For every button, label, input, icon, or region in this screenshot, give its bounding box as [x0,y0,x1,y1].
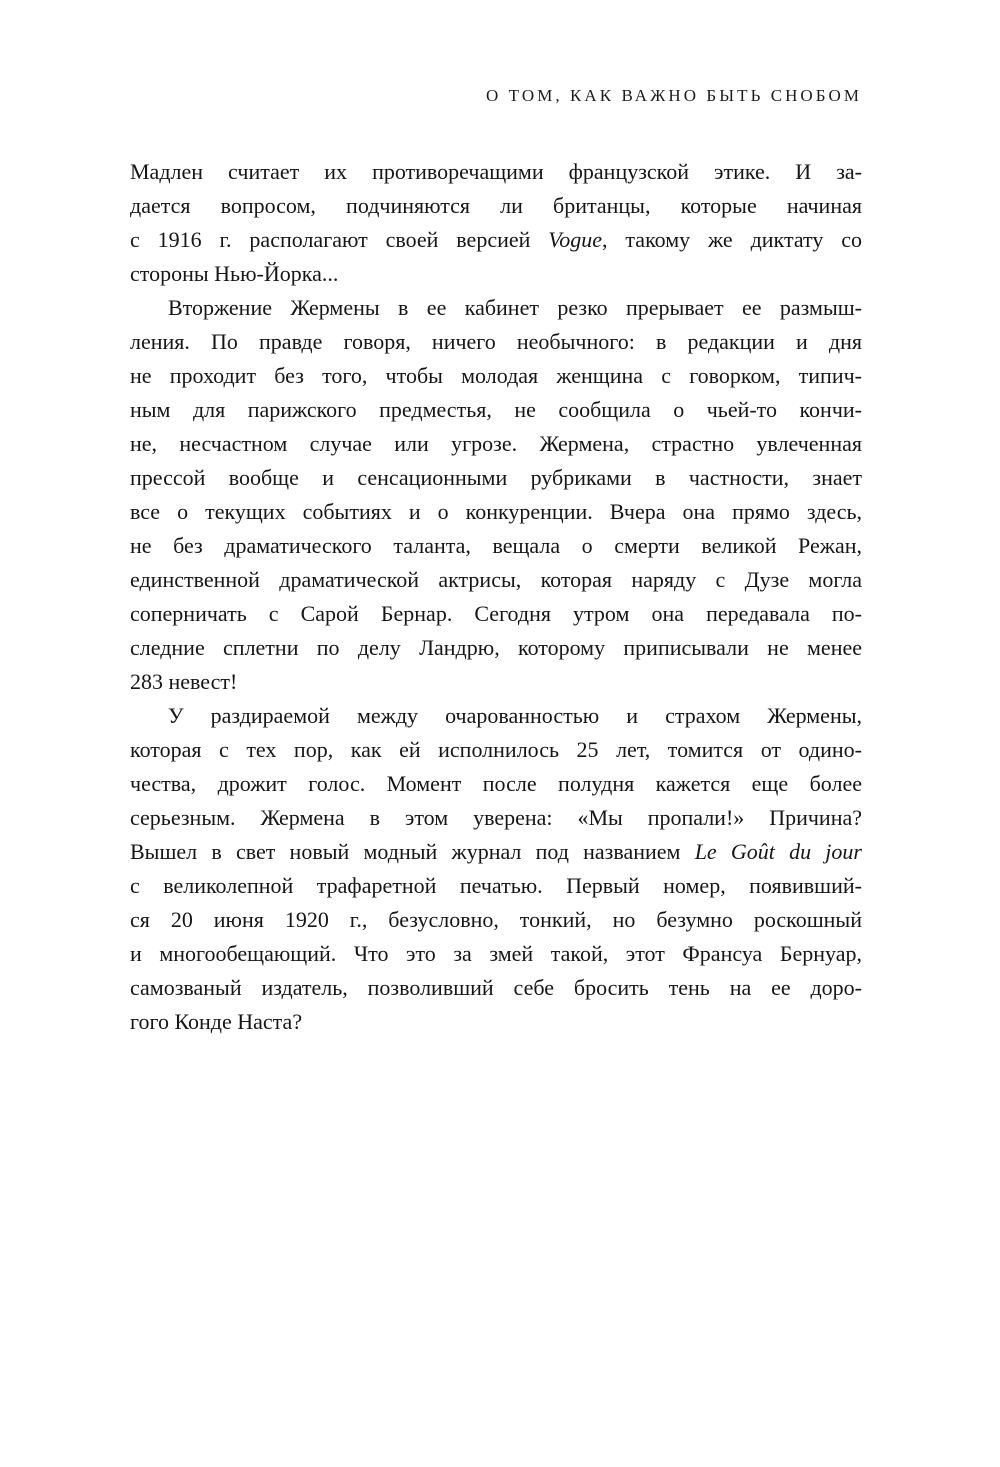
text-run: следние сплетни по делу Ландрю, которому приписывали не менее [130,635,862,660]
text-line [130,257,862,291]
text-run: не проходит без того, чтобы молодая женщина с говорком, типич- [130,363,862,388]
text-line [130,427,862,461]
paragraph [130,291,862,699]
text-run: , такому же диктату со [602,227,862,252]
text-run: соперничать с Сарой Бернар. Сегодня утром она передавала по- [130,601,862,626]
text-run: которая с тех пор, как ей исполнилось 25 лет, томится от одино- [130,737,862,762]
text-run: и многообещающий. Что это за змей такой, этот Франсуа Бернуар, [130,941,862,966]
text-run: чества, дрожит голос. Момент после полудня кажется еще более [130,771,862,796]
text-line [130,495,862,529]
text-run: 283 невест! [130,669,238,694]
text-line [130,869,862,903]
text-line [130,903,862,937]
text-line [130,801,862,835]
text-run: гого Конде Наста? [130,1009,303,1034]
running-head: О ТОМ, КАК ВАЖНО БЫТЬ СНОБОМ [486,86,862,105]
text-line [130,393,862,427]
text-run: с 1916 г. располагают своей версией [130,227,549,252]
text-line [130,291,862,325]
text-line [130,325,862,359]
text-line [130,359,862,393]
paragraph [130,699,862,1039]
text-line [130,665,862,699]
paragraph [130,155,862,291]
text-run: ся 20 июня 1920 г., безусловно, тонкий, но безумно роскошный [130,907,862,932]
text-line [130,971,862,1005]
text-run: единственной драматической актрисы, которая наряду с Дузе могла [130,567,862,592]
text-run: Вышел в свет новый модный журнал под названием [130,839,695,864]
text-line [130,529,862,563]
text-line [130,631,862,665]
text-run: не без драматического таланта, вещала о смерти великой Режан, [130,533,862,558]
text-line [130,767,862,801]
text-line [130,733,862,767]
text-line [130,835,862,869]
text-run: ным для парижского предместья, не сообщила о чьей-то кончи- [130,397,862,422]
italic-text: Vogue [548,227,603,252]
text-line [130,1005,862,1039]
text-line [130,937,862,971]
body-text [130,155,862,1039]
text-run: У раздираемой между очарованностью и страхом Жермены, [168,703,862,728]
text-run: дается вопросом, подчиняются ли британцы, которые начиная [130,193,862,218]
text-run: Вторжение Жермены в ее кабинет резко прерывает ее размыш- [168,295,862,320]
text-line [130,699,862,733]
text-line [130,461,862,495]
text-line [130,189,862,223]
text-line [130,155,862,189]
text-run: самозваный издатель, позволивший себе бросить тень на ее доро- [130,975,862,1000]
text-run: стороны Нью-Йорка... [130,261,339,286]
text-run: прессой вообще и сенсационными рубриками в частности, знает [130,465,862,490]
text-run: не, несчастном случае или угрозе. Жермена, страстно увлеченная [130,431,862,456]
text-run: ления. По правде говоря, ничего необычного: в редакции и дня [130,329,862,354]
italic-text: Le Goût du jour [694,839,862,864]
text-run: с великолепной трафаретной печатью. Первый номер, появивший- [130,873,862,898]
text-run: Мадлен считает их противоречащими французской этике. И за- [130,159,862,184]
text-run: серьезным. Жермена в этом уверена: «Мы пропали!» Причина? [130,805,862,830]
text-line [130,597,862,631]
text-line [130,563,862,597]
text-line [130,223,862,257]
text-run: все о текущих событиях и о конкуренции. Вчера она прямо здесь, [130,499,862,524]
